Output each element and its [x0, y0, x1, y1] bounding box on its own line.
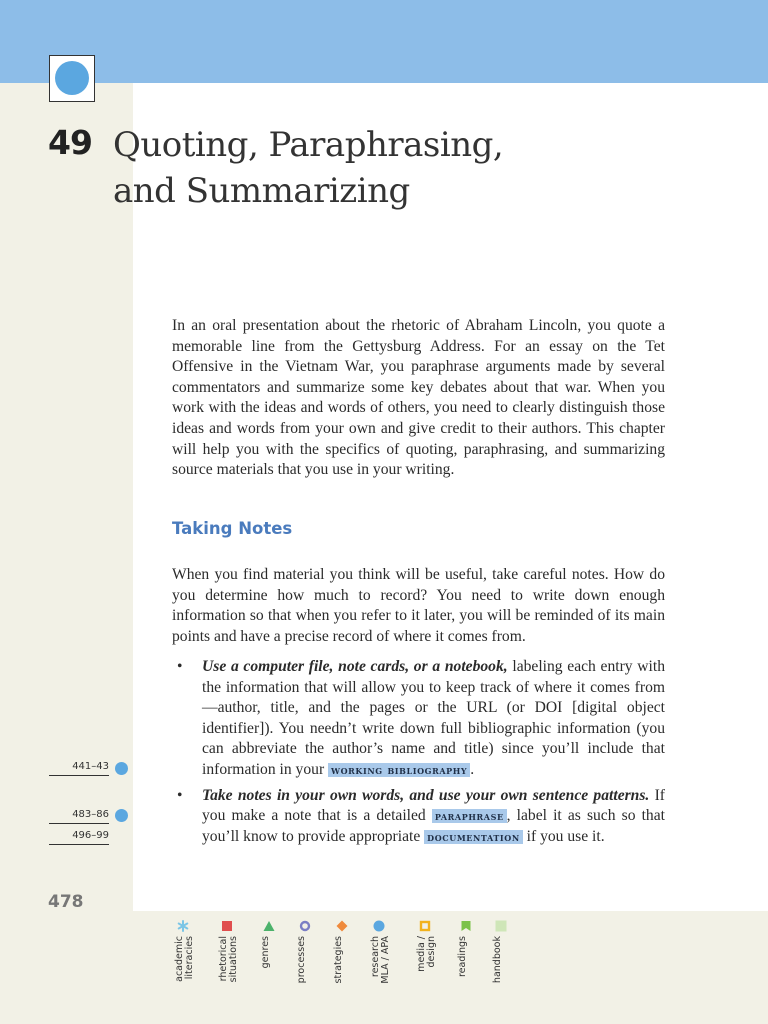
blue-circle-icon	[55, 61, 89, 95]
ring-icon	[299, 920, 311, 932]
diamond-icon	[336, 920, 348, 932]
chapter-title-line-2: and Summarizing	[113, 171, 410, 211]
chapter-number: 49	[48, 123, 92, 162]
tab-label: handbook	[492, 936, 503, 984]
triangle-icon	[263, 920, 275, 932]
bullet-text-middle: , label it as such so that you’ll know to provide appropriate	[202, 807, 665, 845]
cross-reference-link[interactable]: working bibliography	[328, 763, 470, 777]
bookmark-icon	[460, 920, 472, 932]
margin-page-reference[interactable]: 483–86	[49, 808, 109, 824]
bullet-mark: •	[177, 786, 183, 804]
cross-reference-link[interactable]: paraphrase	[432, 809, 507, 823]
asterisk-icon	[177, 920, 189, 932]
margin-column	[0, 83, 133, 1024]
bullet-lead: Take notes in your own words, and use your own sentence patterns.	[202, 786, 650, 804]
tab-label: research MLA / APA	[370, 936, 391, 984]
tab-rhetorical-situations[interactable]	[212, 918, 242, 998]
tab-label: rhetorical situations	[218, 936, 239, 983]
cross-reference-link[interactable]: documentation	[424, 830, 523, 844]
top-color-band	[0, 0, 768, 83]
tab-academic-literacies[interactable]	[168, 918, 198, 998]
section-heading: Taking Notes	[172, 519, 293, 538]
square-icon	[221, 920, 233, 932]
tab-handbook[interactable]	[486, 918, 516, 998]
bullet-mark: •	[177, 658, 183, 675]
tab-processes[interactable]	[290, 918, 320, 998]
chapter-title-line-1: Quoting, Paraphrasing,	[113, 125, 504, 165]
tab-label: academic literacies	[174, 936, 195, 982]
page-number: 478	[48, 892, 84, 912]
circle-icon	[115, 809, 128, 822]
tab-research[interactable]	[364, 918, 394, 998]
list-item	[172, 786, 665, 848]
bullet-text: If you make a note that is a detailed	[202, 786, 665, 825]
chapter-marker	[49, 55, 95, 102]
tab-label: readings	[457, 936, 468, 978]
bullet-text-end: if you use it.	[522, 827, 605, 845]
tile-icon	[495, 920, 507, 932]
list-item	[172, 657, 665, 781]
intro-paragraph: In an oral presentation about the rhetoric of Abraham Lincoln, you quote a memorable line from the Gettysburg Address. For an essay on the Tet Offensive in the Vietnam War, you paraphrase arguments made by several commentators and summarize some key debates about that war. When you work with the ideas and words of others, you need to clearly distinguish those ideas and words from your own and give credit to their authors. This chapter will help you with the specifics of quoting, paraphrasing, and summarizing source materials that you use in your writing.	[172, 317, 665, 479]
circle-icon	[115, 762, 128, 775]
tab-readings[interactable]	[451, 918, 481, 998]
margin-page-reference[interactable]: 496–99	[49, 829, 109, 845]
tab-label: strategies	[333, 936, 344, 984]
section-intro-paragraph: When you find material you think will be useful, take careful notes. How do you determine how much to record? You need to write down enough information so that when you refer to it later, you will be reminded of its main points and have a precise record of where it comes from.	[172, 566, 665, 645]
tab-label: media / design	[416, 936, 437, 972]
bullet-text-end: .	[470, 760, 475, 778]
bullet-text: labeling each entry with the information that will allow you to keep track of where it comes from—author, title, and the pages or the URL (or DOI [digital object identifier]). You needn’t write down full bibliographic information (you can abbreviate the author’s name and title) since you’ll include that information in your	[202, 658, 666, 778]
bullet-lead: Use a computer file, note cards, or a notebook,	[202, 658, 508, 675]
tab-label: processes	[296, 936, 307, 984]
tab-genres[interactable]	[254, 918, 284, 998]
chapter-title	[113, 122, 503, 214]
hollow-square-icon	[419, 920, 431, 932]
tab-media-design[interactable]	[410, 918, 440, 998]
margin-page-reference[interactable]: 441–43	[49, 760, 109, 776]
tab-strategies[interactable]	[327, 918, 357, 998]
circle-icon	[373, 920, 385, 932]
tab-label: genres	[260, 936, 271, 969]
bullet-list	[172, 657, 665, 852]
